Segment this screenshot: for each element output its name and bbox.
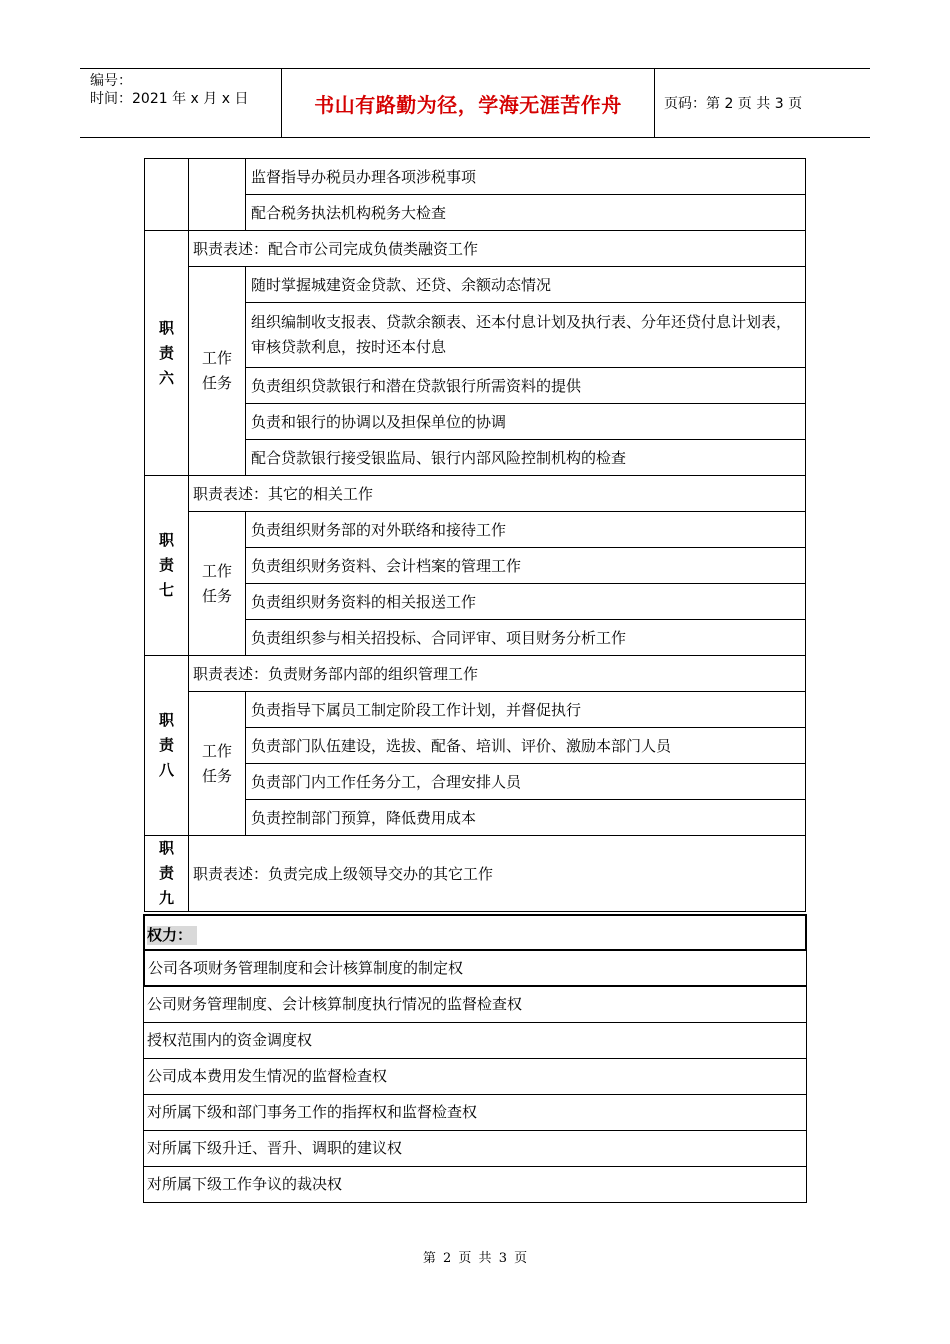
power-item: 授权范围内的资金调度权: [143, 1023, 807, 1059]
duty-name-char: 九: [158, 889, 174, 907]
duty-name-char: 责: [158, 343, 174, 362]
task-item: 负责组织财务资料的相关报送工作: [246, 584, 806, 620]
duty-name-char: 职: [158, 531, 174, 549]
task-label-cell: [189, 159, 246, 231]
task-item: 负责指导下属员工制定阶段工作计划，并督促执行: [246, 692, 806, 728]
powers-list: [143, 951, 807, 1203]
duty-name-char: 责: [158, 556, 174, 574]
task-item: 负责组织财务资料、会计档案的管理工作: [246, 548, 806, 584]
header-page-info: 页码：第 2 页 共 3 页: [664, 96, 803, 112]
task-item: 负责组织参与相关招投标、合同评审、项目财务分析工作: [246, 620, 806, 656]
duty-name-8: [145, 656, 189, 836]
duty-name-char: 责: [158, 736, 174, 754]
task-item: 配合贷款银行接受银监局、银行内部风险控制机构的检查: [246, 440, 806, 476]
duty-name-char: 六: [158, 368, 174, 387]
task-item: 负责部门内工作任务分工，合理安排人员: [246, 764, 806, 800]
power-item: 对所属下级和部门事务工作的指挥权和监督检查权: [143, 1095, 807, 1131]
table-row: [145, 512, 806, 548]
powers-header: [143, 914, 807, 951]
task-label: 工作: [201, 561, 232, 580]
task-item: 负责组织财务部的对外联络和接待工作: [246, 512, 806, 548]
power-item: 公司成本费用发生情况的监督检查权: [143, 1059, 807, 1095]
duties-table: [144, 158, 806, 912]
task-label: 工作: [201, 741, 232, 760]
duty-description: 职责表述：负责财务部内部的组织管理工作: [189, 656, 806, 692]
doc-number-label: 编号：: [90, 73, 132, 89]
table-row: [145, 159, 806, 195]
duty-name-cell: [145, 159, 189, 231]
table-row: [145, 267, 806, 303]
table-row: [145, 476, 806, 512]
duty-name-char: 八: [158, 761, 174, 779]
power-item: 公司财务管理制度、会计核算制度执行情况的监督检查权: [143, 987, 807, 1023]
table-row: [145, 836, 806, 912]
duty-name-char: 责: [158, 864, 174, 882]
duty-name-6: [145, 231, 189, 476]
task-label: 工作: [201, 349, 232, 367]
power-item: 对所属下级升迁、晋升、调职的建议权: [143, 1131, 807, 1167]
duty-description: 职责表述：负责完成上级领导交办的其它工作: [189, 836, 806, 912]
task-label: 任务: [201, 766, 232, 785]
powers-label: 权力：: [147, 926, 197, 945]
header-meta: [80, 69, 281, 137]
page-footer: 第 2 页 共 3 页: [422, 1251, 528, 1266]
task-item: 负责组织贷款银行和潜在贷款银行所需资料的提供: [246, 368, 806, 404]
duty-name-char: 职: [158, 711, 174, 729]
power-item: 公司各项财务管理制度和会计核算制度的制定权: [143, 951, 807, 987]
table-row: [145, 692, 806, 728]
task-item: 负责部门队伍建设，选拔、配备、培训、评价、激励本部门人员: [246, 728, 806, 764]
table-row: [145, 231, 806, 267]
task-item: 配合税务执法机构税务大检查: [246, 195, 806, 231]
task-item: 负责和银行的协调以及担保单位的协调: [246, 404, 806, 440]
duty-name-char: 七: [158, 581, 174, 599]
task-label-cell: [189, 692, 246, 836]
task-item: 负责控制部门预算，降低费用成本: [246, 800, 806, 836]
doc-time-label: 时间：2021 年 x 月 x 日: [90, 91, 249, 107]
task-item: 监督指导办税员办理各项涉税事项: [246, 159, 806, 195]
duty-name-char: 职: [158, 839, 174, 857]
table-row: [145, 656, 806, 692]
task-label: 任务: [201, 586, 232, 605]
duty-name-7: [145, 476, 189, 656]
task-label-cell: [189, 512, 246, 656]
power-item: 对所属下级工作争议的裁决权: [143, 1167, 807, 1203]
duty-name-9: [145, 836, 189, 912]
duty-description: 职责表述：配合市公司完成负债类融资工作: [189, 231, 806, 267]
duty-name-char: 职: [158, 318, 174, 337]
task-item: 随时掌握城建资金贷款、还贷、余额动态情况: [246, 267, 806, 303]
task-label-cell: [189, 267, 246, 476]
duty-description: 职责表述：其它的相关工作: [189, 476, 806, 512]
header-motto: 书山有路勤为径，学海无涯苦作舟: [281, 69, 655, 137]
task-item: 组织编制收支报表、贷款余额表、还本付息计划及执行表、分年还贷付息计划表，审核贷款利息，按时还本付息: [246, 303, 806, 368]
task-label: 任务: [201, 374, 232, 392]
page-header: [80, 68, 870, 138]
